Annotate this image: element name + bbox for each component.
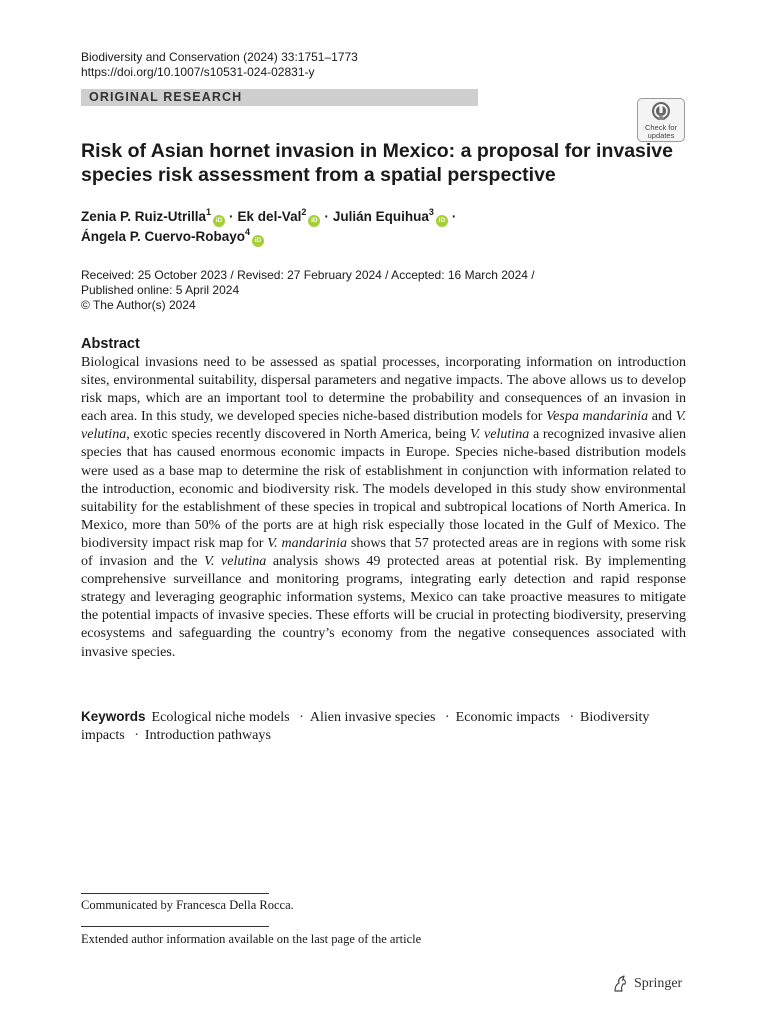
category-label: ORIGINAL RESEARCH	[89, 90, 243, 104]
abstract-body	[81, 353, 686, 661]
article-title: Risk of Asian hornet invasion in Mexico: a proposal for invasive species risk assessment from a spatial perspective	[81, 140, 673, 186]
keyword-separator: ·	[134, 727, 139, 744]
dates-line-2: Published online: 5 April 2024	[81, 283, 240, 297]
publisher-name: Springer	[634, 976, 683, 991]
author[interactable]	[81, 229, 264, 244]
keyword[interactable]: Introduction pathways	[144, 727, 271, 744]
check-for-updates-button[interactable]	[637, 98, 685, 142]
keywords-items	[81, 709, 649, 743]
species-name: Vespa mandarinia	[546, 408, 649, 425]
author-affiliation-number: 1	[206, 207, 212, 217]
keyword-separator: ·	[444, 709, 450, 725]
footnote-rule	[81, 893, 269, 894]
extended-author-info-note: Extended author information available on the last page of the article	[81, 932, 422, 946]
journal-citation: Biodiversity and Conservation (2024) 33:1751–1773	[81, 50, 358, 64]
author-name: Ek del-Val	[237, 209, 302, 224]
publication-dates	[81, 268, 535, 313]
author-name: Zenia P. Ruiz-Utrilla	[81, 209, 207, 224]
author-affiliation-number: 2	[301, 207, 307, 217]
communicated-by-note: Communicated by Francesca Della Rocca.	[81, 898, 294, 912]
footnote-rule	[81, 926, 269, 927]
doi-link[interactable]: https://doi.org/10.1007/s10531-024-02831-y	[81, 65, 315, 79]
check-updates-label-line2: updates	[647, 131, 675, 140]
keyword[interactable]: Alien invasive species	[309, 709, 436, 725]
abstract-text: shows that 57 protected areas are in regions with some risk of invasion and the	[81, 534, 686, 570]
abstract-text: , exotic species recently discovered in North America, being	[126, 426, 471, 443]
check-for-updates-icon	[651, 101, 671, 123]
copyright: © The Author(s) 2024	[81, 298, 196, 312]
abstract-text: and	[648, 408, 676, 425]
keyword-separator: ·	[569, 709, 574, 725]
keyword[interactable]: Biodiversity impacts	[81, 709, 650, 744]
publisher-logo	[612, 975, 682, 993]
journal-info	[81, 50, 358, 80]
abstract-heading: Abstract	[81, 336, 140, 352]
keywords	[81, 708, 686, 744]
author-list	[81, 207, 641, 247]
author[interactable]	[333, 209, 448, 224]
abstract-text: analysis shows 49 protected areas at potential risk. By implementing comprehensive surveillance and monitoring programs, integrating early detection and rapid response strategy and leveraging geographic information systems, Mexico can take proactive measures to mitigate the potential impacts of invasive species. These efforts will be crucial in protecting biodiversity, preserving ecosystems and safeguarding the country’s economy from the negative consequences associated with invasive species.	[81, 553, 686, 660]
abstract-text: Biological invasions need to be assessed as spatial processes, incorporating information on introduction sites, environmental suitability, dispersal parameters and negative impacts. The above allows us to develop risk maps, which are an important tool to determine the probability and consequences of an invasion in each area. In this study, we developed species niche-based distribution models for	[81, 354, 686, 425]
orcid-icon[interactable]: iD	[308, 215, 320, 227]
author-affiliation-number: 4	[245, 227, 251, 237]
author-separator: ·	[451, 209, 457, 224]
author-separator: ·	[324, 209, 329, 224]
category-bar	[81, 89, 478, 106]
species-name: V. velutina	[204, 553, 267, 570]
author-name: Julián Equihua	[332, 209, 429, 224]
author-separator: ·	[229, 209, 234, 224]
orcid-icon[interactable]: iD	[213, 215, 225, 227]
author[interactable]	[81, 209, 225, 224]
species-name: V. velutina	[470, 426, 530, 443]
check-updates-label-line1: Check for	[644, 123, 678, 132]
keyword[interactable]: Ecological niche models	[151, 709, 290, 725]
check-for-updates-label	[638, 124, 684, 140]
springer-horse-icon	[612, 975, 628, 993]
keywords-label: Keywords	[81, 709, 146, 724]
author-name: Ángela P. Cuervo-Robayo	[81, 229, 246, 244]
orcid-icon[interactable]: iD	[436, 215, 448, 227]
species-name: V. velutina	[81, 408, 686, 443]
orcid-icon[interactable]: iD	[252, 235, 264, 247]
author[interactable]	[238, 209, 321, 224]
dates-line-1: Received: 25 October 2023 / Revised: 27 February 2024 / Accepted: 16 March 2024 /	[81, 268, 535, 282]
abstract-text: a recognized invasive alien species that has caused enormous economic impacts in Europe. Species niche-based distribution models were used as a base map to determine the risk of establishment in conjunction with information related to the introduction, economic and biodiversity risk. The models developed in this study show environmental suitability for the establishment of these species in tropical and subtropical locations of North America. In Mexico, more than 50% of the ports are at high risk especially those located in the Gulf of Mexico. The biodiversity impact risk map for	[81, 426, 686, 551]
keyword-separator: ·	[299, 709, 304, 725]
species-name: V. mandarinia	[267, 534, 348, 551]
keyword[interactable]: Economic impacts	[455, 709, 560, 725]
author-affiliation-number: 3	[428, 207, 434, 217]
